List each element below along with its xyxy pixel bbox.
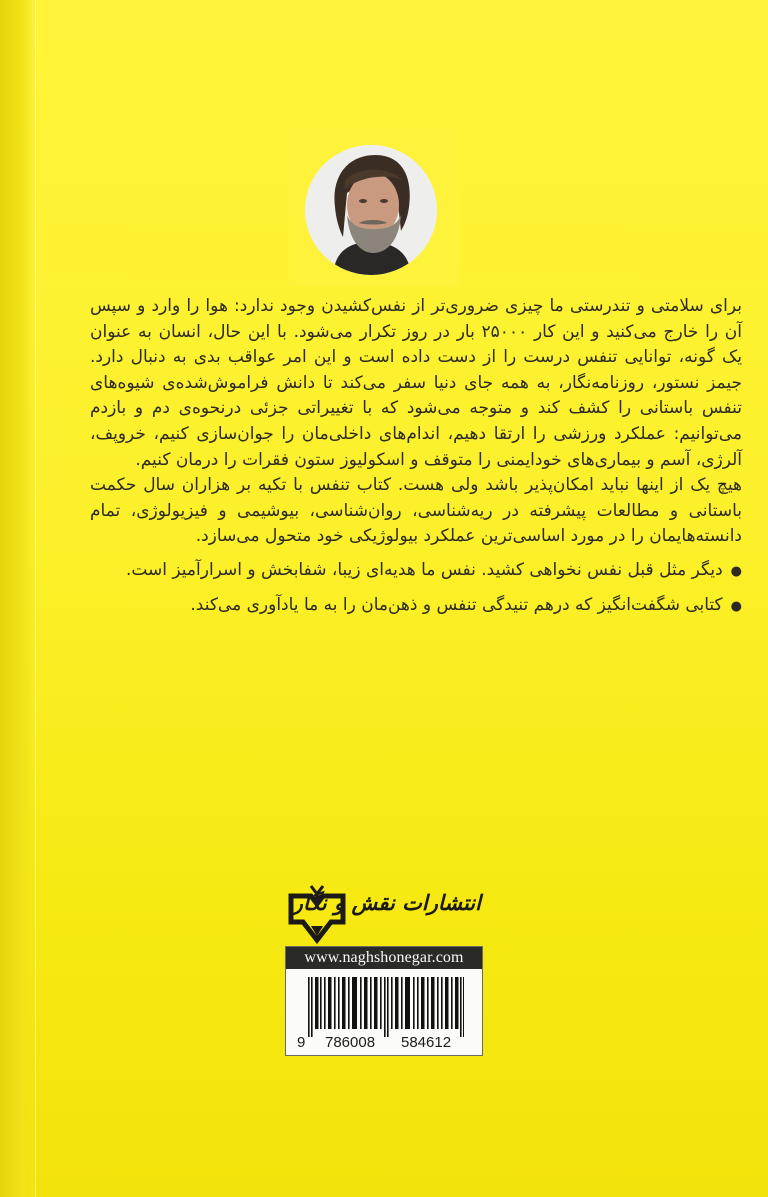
barcode-icon — [308, 977, 464, 1037]
author-portrait-icon — [305, 145, 437, 275]
blurb-paragraph-2: هیچ یک از اینها نباید امکان‌پذیر باشد ولی هست. کتاب تنفس با تکیه بر هزاران سال حکمت باستانی و مطالعات پیشرفته در ریه‌شناسی، روان‌شناسی، بیوشیمی و فیزیولوژی، تمام دانسته‌هایمان را در مورد اساسی‌ترین عملکرد بیولوژیکی خود متحول می‌سازد. — [90, 475, 742, 547]
publisher-website: www.naghshonegar.com — [286, 947, 482, 969]
publisher-name: انتشارات نقش و نگار — [292, 890, 481, 915]
blurb-text — [90, 294, 742, 619]
isbn-group-1: 786008 — [325, 1034, 376, 1051]
isbn-prefix: 9 — [297, 1034, 306, 1051]
blurb-bullet-2: ● کتابی شگفت‌انگیز که درهم تنیدگی تنفس و ذهن‌مان را به ما یادآوری می‌کند. — [90, 593, 742, 620]
spine-crease — [35, 0, 36, 1197]
blurb-paragraph-1: برای سلامتی و تندرستی ما چیزی ضروری‌تر از نفس‌کشیدن وجود ندارد: هوا را وارد و سپس آن را خارج می‌کنید و این کار ۲۵۰۰۰ بار در روز تکرار می‌شود. با این حال، انسان به عنوان یک گونه، توانایی تنفس درست را از دست داده است و این امر عواقب بدی به دنبال دارد. جیمز نستور، روزنامه‌نگار، به همه جای دنیا سفر می‌کند تا دانش فراموش‌شده‌ی شیوه‌های تنفس باستانی را کشف کند و متوجه می‌شود که با تغییراتی جزئی درنحوه‌ی دم و بازدم می‌توانیم: عملکرد ورزشی را ارتقا دهیم، اندام‌های داخلی‌مان را جوان‌سازی کنیم، خروپف، آلرژی، آسم و بیماری‌های خودایمنی را متوقف و اسکولیوز ستون فقرات را درمان کنیم. — [90, 296, 742, 470]
blurb-bullet-1: ● دیگر مثل قبل نفس نخواهی کشید. نفس ما هدیه‌ای زیبا، شفابخش و اسرارآمیز است. — [90, 558, 742, 585]
author-photo — [305, 145, 437, 275]
isbn-group-2: 584612 — [401, 1034, 452, 1051]
barcode-label — [285, 946, 483, 1056]
publisher-brand — [287, 882, 483, 944]
spine-shadow — [0, 0, 36, 1197]
